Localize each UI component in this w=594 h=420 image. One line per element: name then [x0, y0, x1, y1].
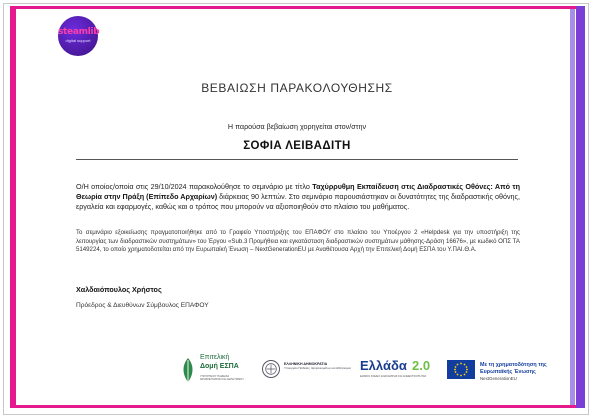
course-title: Ταχύρρυθμη Εκπαίδευση στις Διαδραστικές Οθόνες: Από τη Θεωρία στην Πράξη (Επίπεδο Αρχαρίων)	[76, 182, 521, 201]
ministry-line1: ΕΛΛΗΝΙΚΗ ΔΗΜΟΚΡΑΤΙΑ	[284, 362, 328, 366]
left-border-stripe	[10, 6, 16, 408]
attendance-paragraph	[76, 182, 520, 211]
signer-role: Πρόεδρος & Διευθύνων Σύμβουλος ΕΠΑΦΟΥ	[76, 302, 209, 309]
right-border-stripe	[576, 6, 585, 408]
recipient-name: ΣΟΦΙΑ ΛΕΙΒΑΔΙΤΗ	[243, 140, 351, 152]
greece20-subtitle: ΕΘΝΙΚΟ ΣΧΕΔΙΟ ΑΝΑΚΑΜΨΗΣ ΚΑΙ ΑΝΘΕΚΤΙΚΟΤΗΤΑΣ	[360, 375, 427, 378]
funding-paragraph: Το σεμινάριο εξοικείωσης πραγματοποιήθηκε από το Γραφείο Υποστήριξης του ΕΠΑΦΟΥ στο πλαίσιο του Υποέργου 2 «Helpdesk για την υποστήριξη της λειτουργίας των διαδραστικών συστημάτων» του Έργου «Sub.3 Προμήθεια και εγκατάσταση διαδραστικών συστημάτων μάθησης-Δράση 16676», με κωδικό ΟΠΣ ΤΑ 5149224, το οποίο χρηματοδοτείται από την Ευρωπαϊκή Ένωση – NextGenerationEU με Αναθέτουσα Αρχή την Επιτελική Δομή ΕΣΠΑ του Υ.ΠΑΙ.Θ.Α.	[76, 229, 520, 254]
paragraph-intro: Ο/Η οποίος/οποία στις 29/10/2024 παρακολούθησε το σεμινάριο με τίτλο	[76, 182, 313, 191]
leaf-icon	[180, 356, 196, 384]
eu-funding-line1: Με τη χρηματοδότηση της Ευρωπαϊκής Ένωσης	[480, 362, 547, 375]
steamlib-logo	[58, 16, 98, 56]
logo-tagline: digital support	[65, 38, 91, 43]
eu-funding-line2: NextGenerationEU	[480, 376, 517, 381]
espa-line2: Δομή ΕΣΠΑ	[200, 363, 239, 370]
greece20-logo	[360, 358, 440, 388]
top-border-stripe	[16, 6, 577, 9]
greece20-wordmark: Ελλάδα	[360, 358, 407, 373]
espa-line1: Επιτελική	[200, 354, 230, 361]
name-underline	[76, 159, 518, 160]
logo-wordmark: steamlib	[58, 27, 100, 37]
paragraph-details: διάρκειας 90 λεπτών. Στο σεμινάριο παρουσιάστηκαν οι δυνατότητες της διαδραστικής οθόνης, εργαλεία και εφαρμογές, καθώς και ο τρόπος που μπορούν να αξιοποιηθούν στο πλαίσιο του μαθήματος.	[76, 191, 520, 211]
eu-funding-logo	[447, 360, 572, 388]
espa-logo	[180, 351, 252, 389]
right-inner-border-stripe	[570, 9, 575, 405]
eu-flag-icon	[447, 360, 475, 379]
signer-name: Χαλδαιόπουλος Χρήστος	[76, 285, 162, 294]
ministry-logo	[262, 356, 354, 386]
greek-seal-icon	[262, 360, 280, 378]
bottom-border-stripe	[16, 405, 577, 408]
ministry-line2: Υπουργείο Παιδείας, Θρησκευμάτων και Αθλητισμού	[284, 366, 351, 370]
espa-line3: ΥΠΟΥΡΓΕΙΟΥ ΠΑΙΔΕΙΑΣ ΘΡΗΣΚΕΥΜΑΤΩΝ ΚΑΙ ΑΘΛΗΤΙΣΜΟΥ	[200, 375, 244, 382]
certificate-title: ΒΕΒΑΙΩΣΗ ΠΑΡΑΚΟΛΟΥΘΗΣΗΣ	[201, 81, 393, 95]
certificate-subtitle: Η παρούσα βεβαίωση χορηγείται στον/στην	[227, 122, 367, 131]
greece20-version: 2.0	[412, 358, 431, 373]
